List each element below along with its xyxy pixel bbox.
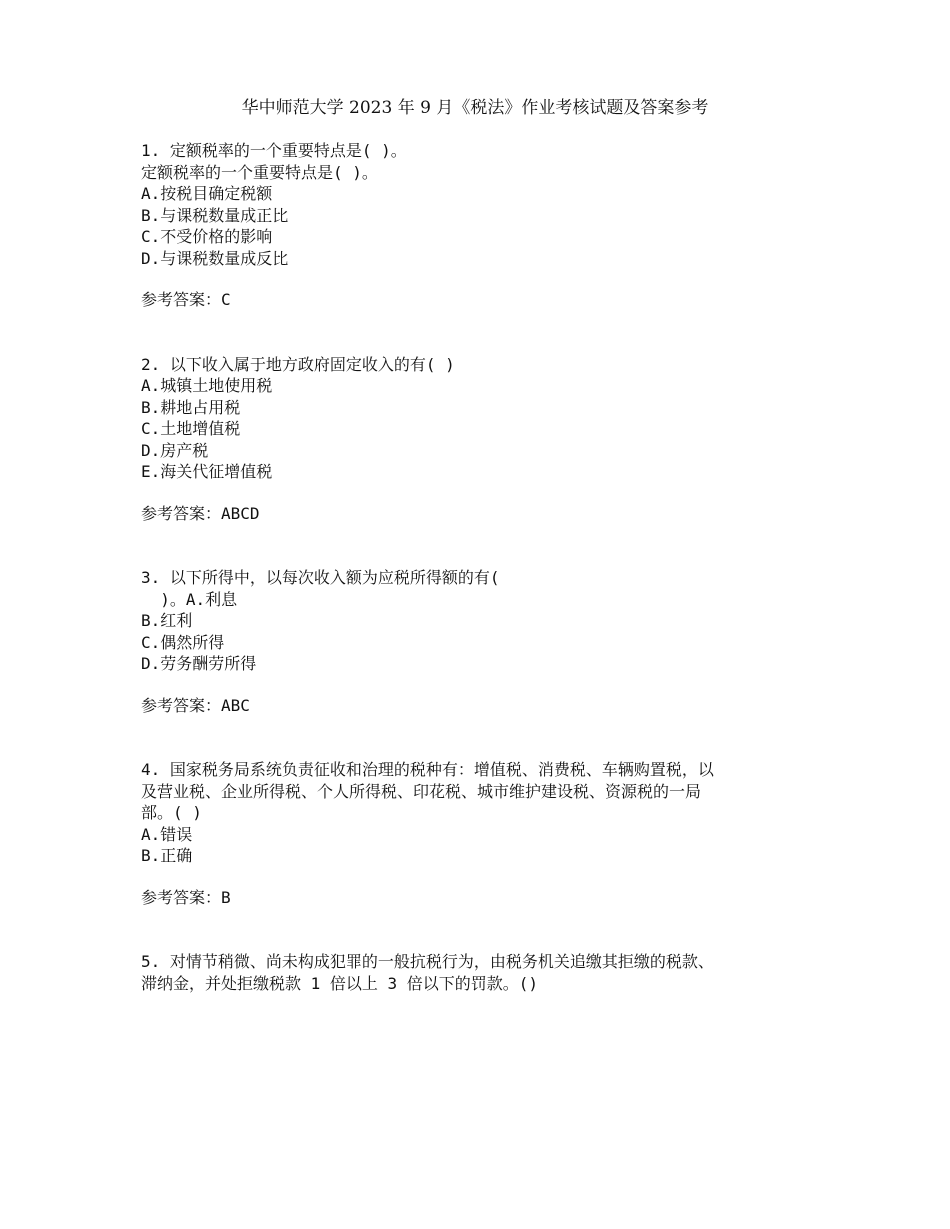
- question-stem-line: 及营业税、企业所得税、个人所得税、印花税、城市维护建设税、资源税的一局: [141, 781, 702, 801]
- question-stem-line: 3. 以下所得中，以每次收入额为应税所得额的有(: [141, 568, 500, 587]
- answer-option: B.与课税数量成正比: [141, 205, 289, 225]
- reference-answer-value: B: [221, 887, 231, 907]
- question-spacer: [141, 908, 821, 951]
- answer-option: A.错误: [141, 824, 193, 844]
- reference-answer-label: 参考答案：: [141, 695, 222, 715]
- answer-option: B.耕地占用税: [141, 397, 241, 417]
- answer-option: D.劳务酬劳所得: [141, 654, 257, 673]
- reference-answer-value: ABCD: [221, 503, 260, 523]
- question-block: [141, 951, 821, 994]
- question-block: [141, 567, 821, 716]
- reference-answer-label: 参考答案：: [141, 290, 222, 309]
- question-block: [141, 759, 821, 908]
- answer-option: A.城镇土地使用税: [141, 376, 273, 395]
- question-stem-line: 部。( ): [141, 803, 202, 822]
- reference-answer: [141, 503, 821, 525]
- answer-option: A.按税目确定税额: [141, 184, 273, 203]
- question-stem-line: 4. 国家税务局系统负责征收和治理的税种有：增值税、消费税、车辆购置税，以: [141, 760, 714, 779]
- answer-option: D.与课税数量成反比: [141, 248, 289, 268]
- answer-option: C.不受价格的影响: [141, 227, 273, 246]
- reference-answer: [141, 695, 821, 717]
- answer-option: E.海关代征增值税: [141, 462, 273, 481]
- question-stem-line: 2. 以下收入属于地方政府固定收入的有( ): [141, 354, 455, 374]
- question-stem-line: 定额税率的一个重要特点是( )。: [141, 162, 378, 182]
- answer-option: C.土地增值税: [141, 419, 241, 438]
- question-spacer: [141, 716, 821, 759]
- reference-answer-label: 参考答案：: [141, 503, 222, 523]
- question-list: [141, 140, 821, 994]
- question-block: [141, 354, 821, 525]
- answer-option: C.偶然所得: [141, 632, 225, 652]
- question-stem-line: 5. 对情节稍微、尚未构成犯罪的一般抗税行为，由税务机关追缴其拒缴的税款、: [141, 952, 714, 971]
- reference-answer-value: ABC: [221, 695, 250, 715]
- answer-option: B.正确: [141, 846, 193, 865]
- answer-option: D.房产税: [141, 440, 209, 460]
- question-block: [141, 140, 821, 311]
- question-stem-line: 1. 定额税率的一个重要特点是( )。: [141, 141, 407, 160]
- question-spacer: [141, 524, 821, 567]
- document-title: 华中师范大学 2023 年 9 月《税法》作业考核试题及答案参考: [241, 98, 709, 118]
- reference-answer: [141, 289, 821, 311]
- question-stem-line: 滞纳金，并处拒缴税款 1 倍以上 3 倍以下的罚款。(): [141, 973, 539, 993]
- question-stem-line: )。A.利息: [141, 589, 238, 609]
- answer-option: B.红利: [141, 611, 193, 630]
- reference-answer-value: C: [221, 290, 231, 309]
- reference-answer-label: 参考答案：: [141, 887, 222, 907]
- reference-answer: [141, 887, 821, 909]
- question-spacer: [141, 311, 821, 354]
